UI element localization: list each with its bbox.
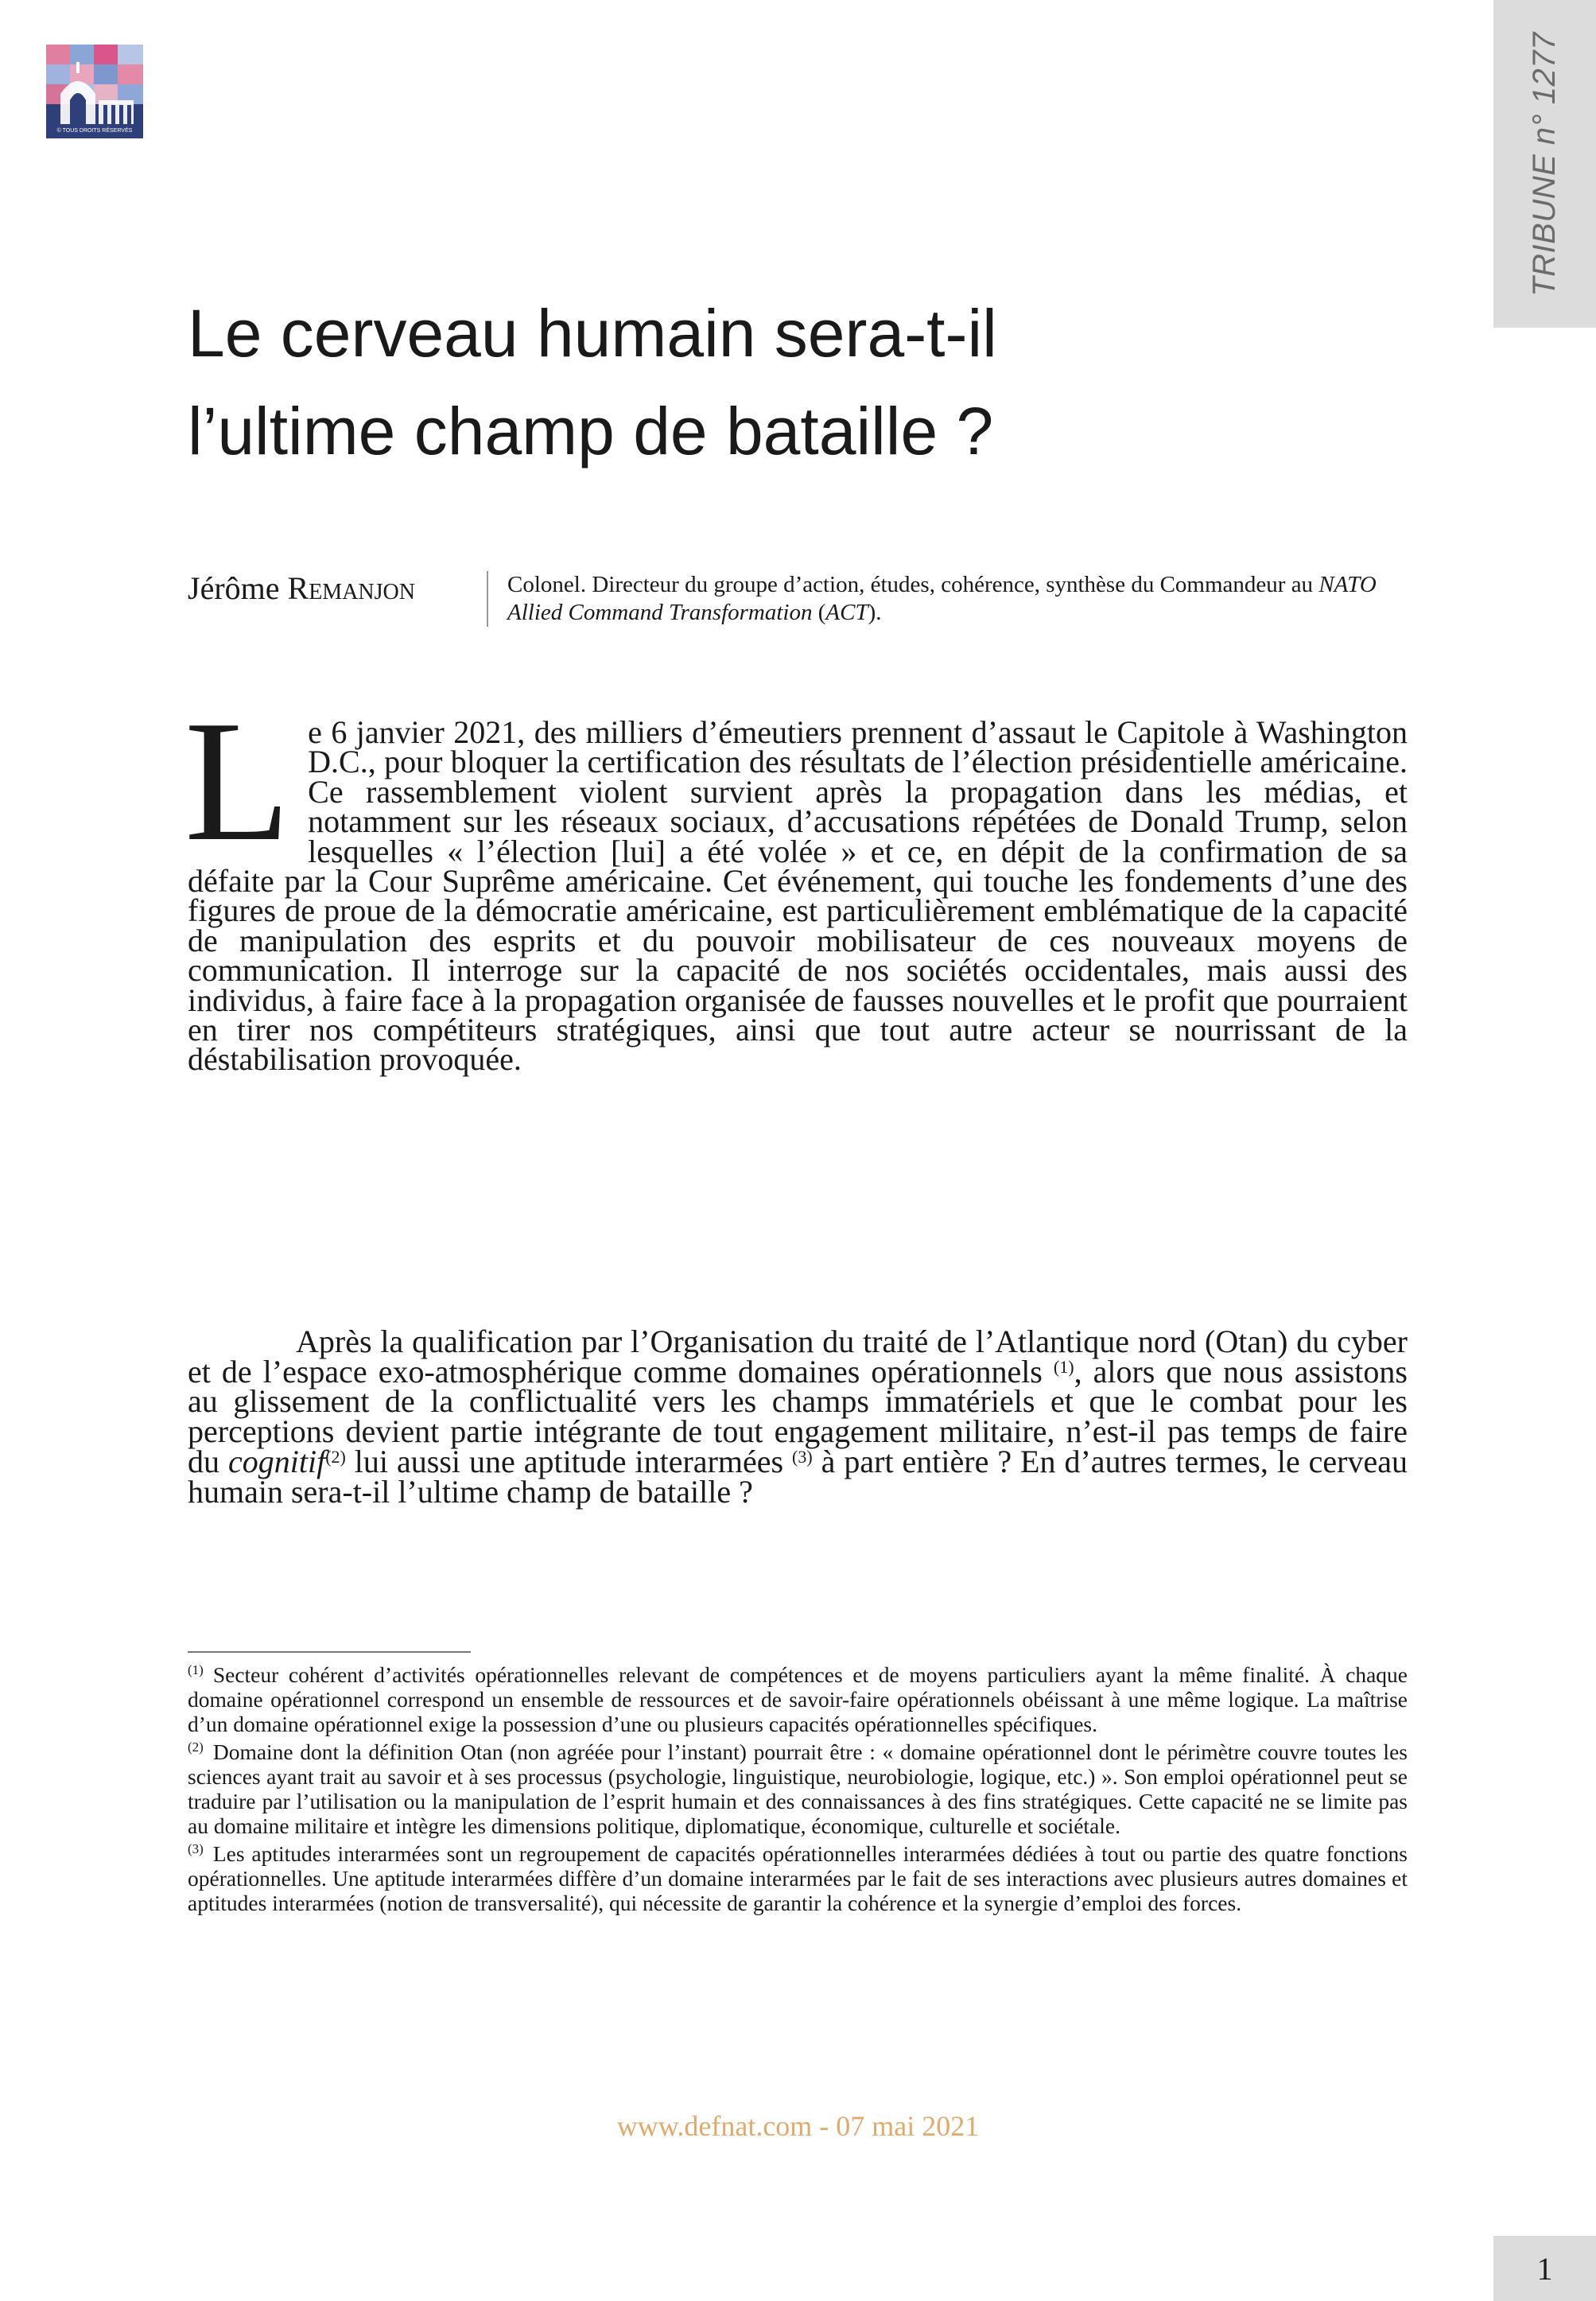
footnote-ref-2[interactable]: (2) xyxy=(325,1446,346,1467)
page-number-tab xyxy=(1493,2236,1596,2301)
author-last-name: Remanjon xyxy=(287,570,415,606)
footer-website-date[interactable]: www.defnat.com - 07 mai 2021 xyxy=(616,2110,980,2142)
article-title xyxy=(188,285,1301,480)
footnote-text: Les aptitudes interarmées sont un regroupement de capacités opérationnelles interarmées dédiées à tout ou partie des quatre fonctions opérationnelles. Une aptitude interarmées diffère d’un domaine interarmées par le fait de ses interactions avec plusieurs autres domaines et aptitudes interarmées (notion de transversalité), qui nécessite de garantir la cohérence et la synergie d’emploi des forces. xyxy=(188,1841,1408,1915)
footnote-divider xyxy=(188,1651,471,1653)
author-first-name: Jérôme xyxy=(188,570,280,606)
author-desc-acronym: ACT xyxy=(825,600,868,625)
body-paragraph xyxy=(188,1323,1408,1510)
title-line-2: l’ultime champ de bataille ? xyxy=(188,394,994,468)
author-name xyxy=(188,569,415,607)
para2-text-4: à part entière ? En d’autres termes, le cerveau humain sera-t-il l’ultime champ de bataille ? xyxy=(188,1443,1408,1510)
footnote-2 xyxy=(188,1739,1408,1838)
tribune-number: TRIBUNE n° 1277 xyxy=(1527,31,1562,297)
author-desc-org: NATO Allied Command Transformation xyxy=(507,572,1377,625)
para2-text-2: , alors que nous assistons au glissement de la conflictualité vers les champs immatériels et que le combat pour les perceptions devient partie intégrante de tout engagement militaire, n’est-il pas temps de faire du xyxy=(188,1353,1408,1479)
footnote-1 xyxy=(188,1662,1408,1736)
footnote-ref-1[interactable]: (1) xyxy=(1053,1356,1074,1377)
footnotes xyxy=(188,1662,1408,1918)
para2-italic-cognitif: cognitif xyxy=(227,1443,326,1479)
footnote-3 xyxy=(188,1841,1408,1915)
footnote-number: (2) xyxy=(188,1739,204,1755)
footnote-text: Domaine dont la définition Otan (non agréée pour l’instant) pourrait être : « domaine opérationnel dont le périmètre couvre toutes les sciences ayant trait au savoir et à ses processus (psychologie, linguistique, neurobiologie, logique, etc.) ». Son emploi opérationnel peut se traduire par l’utilisation ou la manipulation de l’esprit humain et des connaissances à des fins stratégiques. Cette capacité ne se limite pas au domaine militaire et intègre les dimensions politique, diplomatique, économique, culturelle et sociétale. xyxy=(188,1739,1408,1838)
author-separator xyxy=(487,571,488,627)
intro-paragraph xyxy=(184,686,1408,1078)
drop-cap: L xyxy=(184,686,291,877)
para2-text-3: lui aussi une aptitude interarmées xyxy=(345,1443,793,1479)
para2-text-1: Après la qualification par l’Organisation du traité de l’Atlantique nord (Otan) du cyber et de l’espace exo-atmosphérique comme domaines opérationnels xyxy=(188,1323,1408,1390)
footnote-text: Secteur cohérent d’activités opérationnelles relevant de compétences et de moyens particuliers ayant la même finalité. À chaque domaine opérationnel correspond un ensemble de ressources et de savoir-faire opérationnels obéissant à une même logique. La maîtrise d’un domaine opérationnel exige la possession d’une ou plusieurs capacités opérationnelles spécifiques. xyxy=(188,1662,1408,1736)
tribune-side-tab xyxy=(1493,0,1596,328)
intro-text: e 6 janvier 2021, des milliers d’émeutiers prennent d’assaut le Capitole à Washington D.C., pour bloquer la certification des résultats de l’élection présidentielle américaine. Ce rassemblement violent survient après la propagation dans les médias, et notamment sur les réseaux sociaux, d’accusations répétées de Donald Trump, selon lesquelles « l’élection [lui] a été volée » et ce, en dépit de la confirmation de sa défaite par la Cour Suprême américaine. Cet événement, qui touche les fondements d’une des figures de proue de la démocratie américaine, est particulièrement emblématique de la capacité de manipulation des esprits et du pouvoir mobilisateur de ces nouveaux moyens de communication. Il interroge sur la capacité de nos sociétés occidentales, mais aussi des individus, à faire face à la propagation organisée de fausses nouvelles et le profit que pourraient en tirer nos compétiteurs stratégiques, ainsi que tout autre acteur se nourrissant de la déstabilisation provoquée. xyxy=(188,714,1408,1078)
dome-building-logo xyxy=(46,45,143,138)
author-desc-paren: ( xyxy=(812,600,826,625)
logo-caption: © TOUS DROITS RÉSERVÉS xyxy=(56,128,133,134)
author-desc-text: Colonel. Directeur du groupe d’action, études, cohérence, synthèse du Commandeur au xyxy=(507,572,1319,597)
author-block xyxy=(188,569,1412,630)
page-number: 1 xyxy=(1536,2250,1553,2287)
footnote-number: (3) xyxy=(188,1841,204,1856)
footnote-number: (1) xyxy=(188,1662,204,1677)
author-desc-end: ). xyxy=(868,600,882,625)
author-description xyxy=(507,571,1412,627)
title-line-1: Le cerveau humain sera-t-il xyxy=(188,296,997,371)
footnote-ref-3[interactable]: (3) xyxy=(792,1446,813,1467)
